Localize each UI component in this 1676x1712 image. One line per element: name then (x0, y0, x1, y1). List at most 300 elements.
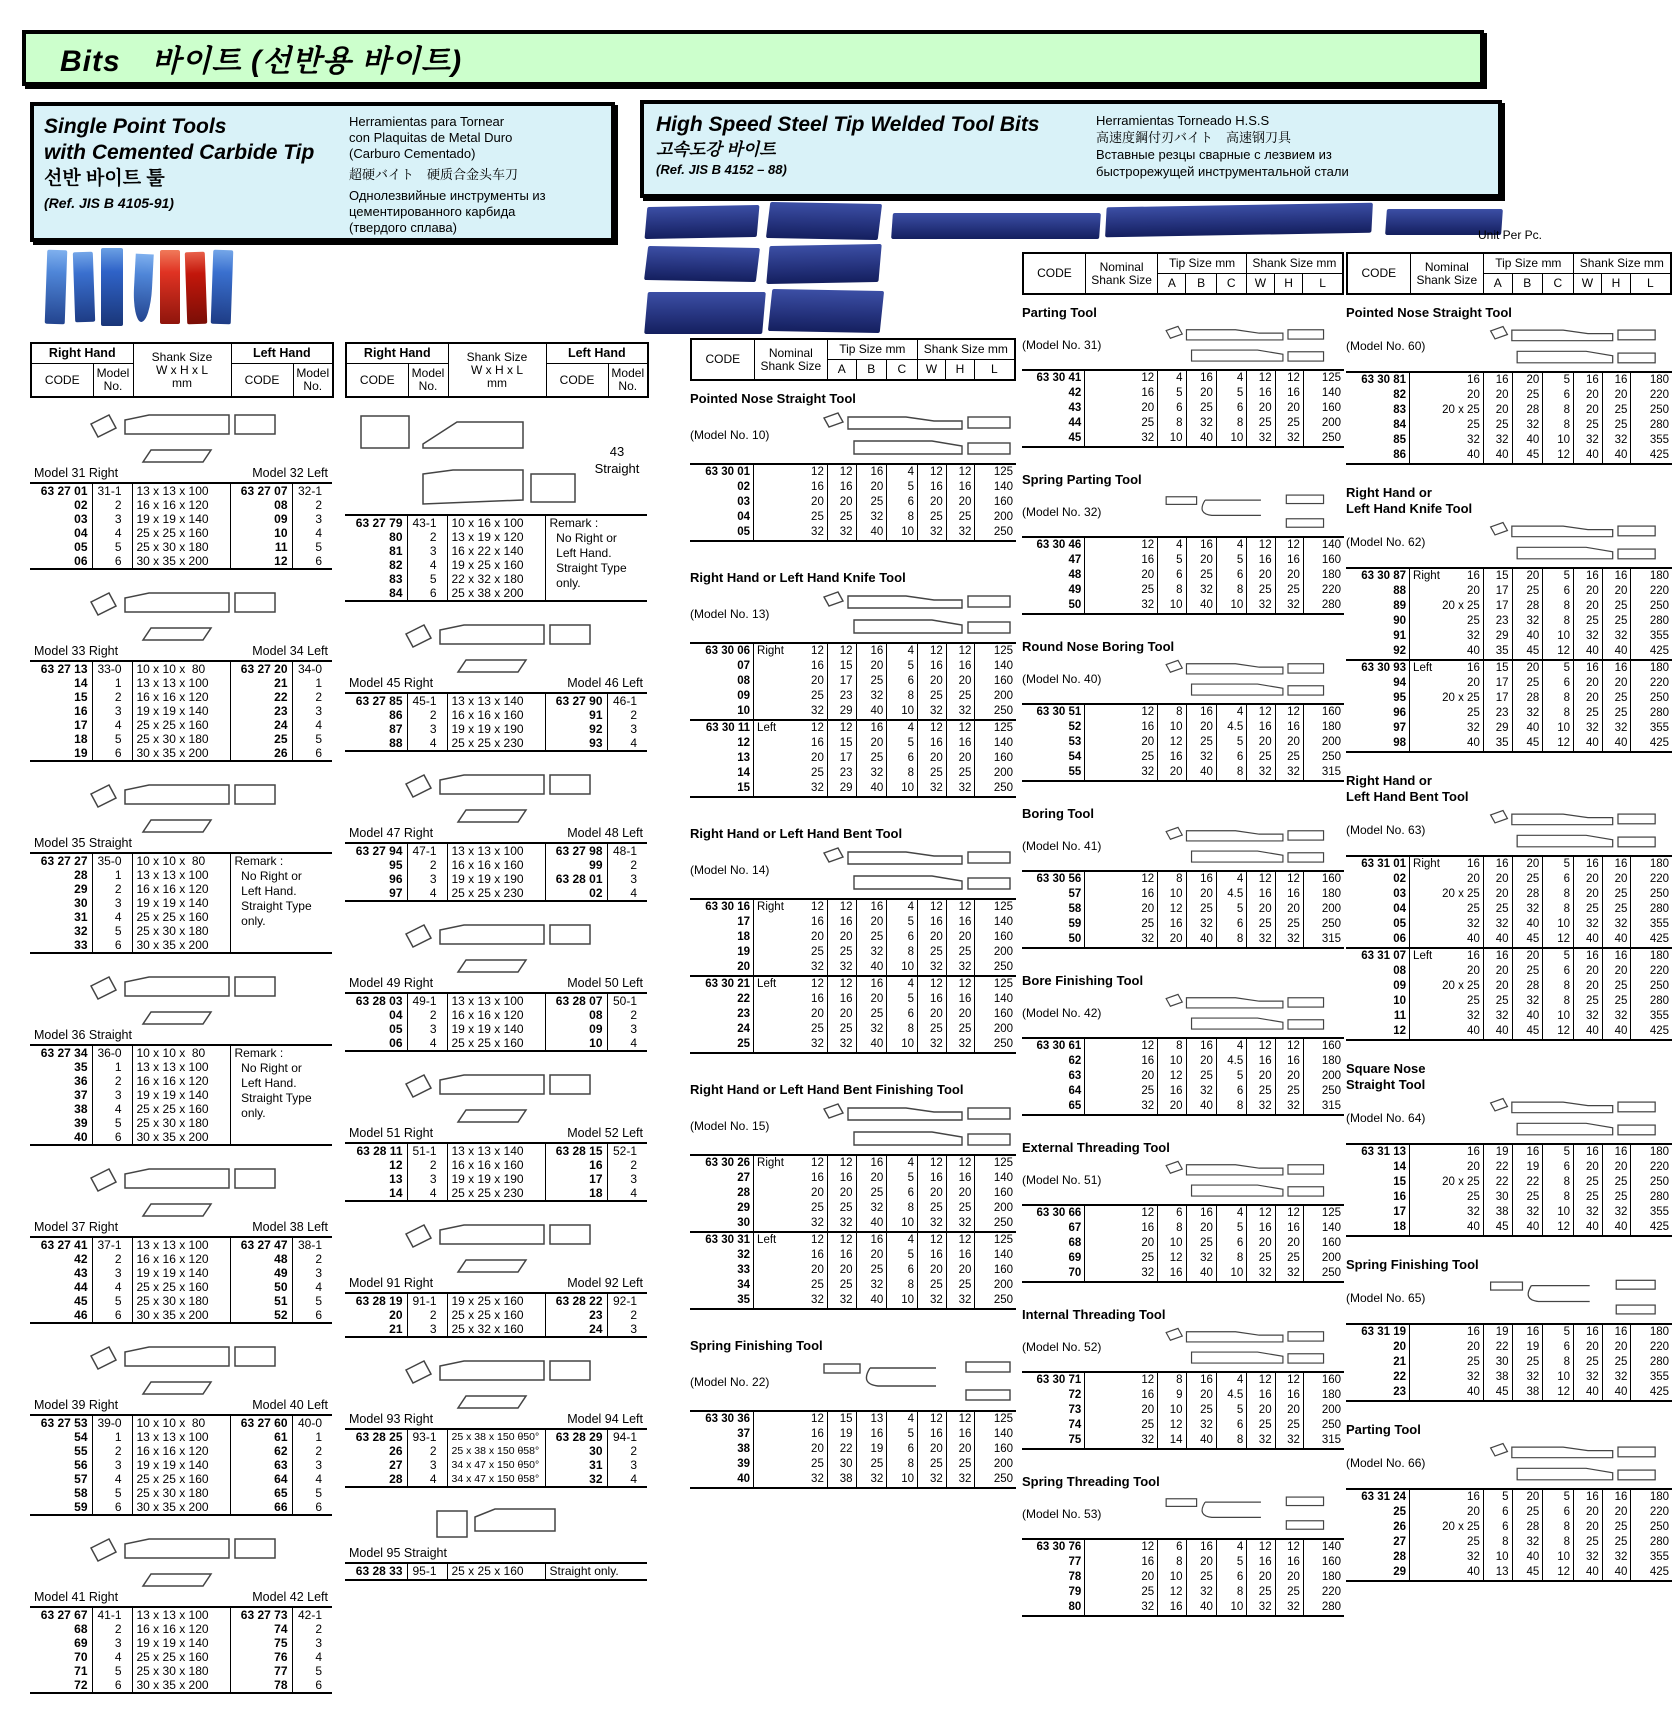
table-row (690, 674, 1016, 689)
model-titles (30, 644, 332, 658)
shank-w-cell: 16 (1574, 1489, 1603, 1505)
tip-c-cell: 6 (887, 1263, 918, 1278)
tip-c-cell: 8 (1543, 1355, 1574, 1370)
nominal-cell (1410, 629, 1484, 644)
tip-a-cell: 23 (827, 689, 856, 704)
code-cell: 02 (737, 481, 751, 493)
nominal-number: 16 (811, 1172, 824, 1184)
nominal-value (757, 1171, 824, 1186)
tip-a-cell: 32 (827, 1216, 856, 1232)
right-model-cell: 4 (92, 910, 132, 924)
tip-b-cell: 25 (856, 751, 887, 766)
code-cell: 05 (1393, 918, 1407, 930)
tool-title: Boring Tool (1022, 806, 1094, 821)
right-code-cell: 71 (74, 1664, 88, 1678)
right-model-cell: 1 (92, 1060, 132, 1074)
shank-w-cell: 32 (918, 960, 947, 976)
tool-drawing (806, 409, 1016, 461)
tip-b-cell: 32 (1512, 1370, 1543, 1385)
spec-table (1346, 371, 1672, 465)
table-row (1346, 979, 1672, 994)
tip-b-cell: 19 (856, 1442, 887, 1457)
nominal-cell (1410, 1550, 1484, 1565)
shank-h-cell: 40 (1602, 1565, 1631, 1581)
shank-l-cell: 220 (1631, 676, 1672, 691)
shank-h-cell: 20 (1602, 388, 1631, 403)
right-code-cell: 30 (74, 896, 88, 910)
nominal-shank-header: Nominal Shank Size (754, 339, 827, 380)
tip-a-cell: 40 (1483, 448, 1512, 464)
table-row (345, 1472, 647, 1487)
shank-l-cell: 160 (975, 1442, 1016, 1457)
nominal-cell (754, 976, 828, 992)
right-model-cell: 3 (92, 1266, 132, 1280)
table-row (1022, 1221, 1344, 1236)
nominal-number: 32 (1467, 1010, 1480, 1022)
tip-b-cell: 19 (1512, 1340, 1543, 1355)
table-row (30, 512, 332, 526)
tip-c-cell: 8 (1216, 765, 1246, 781)
shank-size-cell: 19 x 19 x 140 (132, 1088, 230, 1102)
hss-title-korean: 고속도강 바이트 (656, 140, 776, 159)
shank-size-cell: 16 x 16 x 120 (132, 1074, 230, 1088)
shank-w-cell: 32 (1247, 1266, 1275, 1282)
shank-l-cell: 250 (1303, 1266, 1344, 1282)
table-row (690, 1427, 1016, 1442)
nominal-value (1088, 735, 1154, 750)
shank-size-table (345, 1428, 647, 1488)
nominal-number: 20 x 25 (1442, 1521, 1480, 1533)
nominal-value (1088, 1084, 1154, 1099)
left-model-cell: 6 (292, 746, 332, 761)
shank-l-cell: 125 (1303, 1205, 1344, 1221)
table-row (1022, 431, 1344, 447)
shank-l-cell: 140 (975, 736, 1016, 751)
shank-w-cell: 25 (918, 689, 947, 704)
right-code-cell: 02 (74, 498, 88, 512)
nominal-value (1413, 614, 1480, 629)
nominal-number: 16 (1141, 387, 1155, 399)
right-model-cell: 4 (407, 1472, 447, 1487)
shank-h-cell: 20 (1602, 964, 1631, 979)
shank-l-cell: 425 (1631, 932, 1672, 948)
code-cell: 63 30 71 (1036, 1374, 1082, 1386)
nominal-value (1413, 1220, 1480, 1235)
code-cell: 17 (1393, 1206, 1407, 1218)
shank-w-cell: 40 (1574, 1385, 1603, 1401)
right-code-cell: 63 27 13 (40, 662, 88, 676)
left-code-cell: 63 (230, 1458, 292, 1472)
tool-title: Right Hand or Left Hand Bent Tool (1346, 773, 1469, 804)
tip-a-cell: 8 (1158, 583, 1186, 598)
carbide-table-block (30, 1532, 332, 1694)
spec-table (1346, 1143, 1672, 1237)
right-model-cell: 4 (407, 1036, 447, 1051)
shank-l-cell: 125 (1303, 370, 1344, 386)
code-cell: 70 (1068, 1267, 1082, 1279)
tip-a-cell: 16 (827, 480, 856, 495)
shank-size-table (345, 692, 647, 752)
tip-b-cell: 45 (1512, 448, 1543, 464)
tip-b-cell: 32 (856, 1472, 887, 1488)
shank-l-cell: 250 (1303, 431, 1344, 447)
nominal-cell (1410, 994, 1484, 1009)
tip-a-cell: 25 (827, 1278, 856, 1293)
tool-drawing (30, 778, 332, 834)
shank-h-cell: 20 (946, 1442, 975, 1457)
nominal-number: 16 (1141, 1389, 1155, 1401)
hand-group (1022, 704, 1344, 781)
right-code-cell: 20 (389, 1308, 403, 1322)
tool-drawing (345, 1068, 647, 1124)
model-drawing-row (1022, 490, 1344, 534)
shank-h-cell: 12 (1275, 1205, 1303, 1221)
nominal-number: 32 (811, 1294, 824, 1306)
tip-a-cell: 15 (1483, 660, 1512, 676)
nominal-value (1088, 401, 1154, 416)
shank-size-cell: 10 x 10 x 80 (132, 1045, 230, 1060)
model-titles (345, 1276, 647, 1290)
code-cell: 49 (1068, 584, 1082, 596)
tip-b-cell: 16 (1512, 1144, 1543, 1160)
table-row (690, 1457, 1016, 1472)
shank-size-cell: 13 x 13 x 140 (447, 1143, 545, 1158)
nominal-cell (1085, 1251, 1158, 1266)
tip-a-cell: 35 (1483, 644, 1512, 660)
nominal-value (1413, 887, 1480, 902)
right-code-cell: 63 28 33 (355, 1564, 403, 1578)
code-cell: 12 (737, 737, 751, 749)
left-code-cell: 49 (230, 1266, 292, 1280)
left-model-cell: 2 (292, 1622, 332, 1636)
nominal-value (1088, 598, 1154, 613)
shank-size-cell: 34 x 47 x 150 θ58° (447, 1472, 545, 1487)
hand-group (1346, 1144, 1672, 1236)
shank-w-cell: 20 (1574, 1340, 1603, 1355)
table-row (1346, 1370, 1672, 1385)
right-code-cell: 28 (74, 868, 88, 882)
nominal-number: 25 (1141, 751, 1155, 763)
tip-a-cell: 15 (827, 1411, 856, 1427)
tip-a-cell: 15 (1483, 568, 1512, 584)
shank-w-cell: 16 (1574, 1144, 1603, 1160)
shank-h-cell: 25 (1275, 1084, 1303, 1099)
tip-b-cell: 32 (856, 1201, 887, 1216)
shank-l-cell: 425 (1631, 1024, 1672, 1040)
left-model-cell: 2 (292, 1444, 332, 1458)
table-row (690, 1472, 1016, 1488)
table-row (345, 858, 647, 872)
shank-w-cell: 32 (1574, 433, 1603, 448)
right-model-cell: 6 (92, 554, 132, 569)
nominal-number: 25 (1467, 995, 1480, 1007)
tip-b-cell: 20 (1512, 948, 1543, 964)
shank-l-cell: 125 (975, 1411, 1016, 1427)
shank-w-cell: 12 (918, 1232, 947, 1248)
model-drawing-row (1346, 1440, 1672, 1486)
table-row (1346, 736, 1672, 752)
table-row (1346, 691, 1672, 706)
table-row (1346, 706, 1672, 721)
hss-es: Herramientas Torneado H.S.S (1096, 113, 1270, 128)
shank-size-cell: 25 x 25 x 160 (132, 1650, 230, 1664)
shank-h-cell: 40 (1602, 1220, 1631, 1236)
nominal-cell (754, 1411, 828, 1427)
code-cell: 11 (1393, 1010, 1407, 1022)
tip-c-cell: 8 (1543, 614, 1574, 629)
nominal-number: 16 (811, 1249, 824, 1261)
nominal-value (757, 674, 824, 689)
shank-l-cell: 180 (1631, 856, 1672, 872)
tip-a-cell: 15 (827, 736, 856, 751)
shank-size-cell: 16 x 16 x 120 (132, 1444, 230, 1458)
shank-h-cell: 12 (946, 464, 975, 480)
left-code-cell: 25 (230, 732, 292, 746)
tip-a-cell: 38 (1483, 1205, 1512, 1220)
shank-h-cell: 40 (1602, 1385, 1631, 1401)
tip-a-cell: 12 (1158, 1418, 1186, 1433)
table-row (1022, 1054, 1344, 1069)
code-cell: 44 (1068, 417, 1082, 429)
model-number-label: (Model No. 53) (1022, 1507, 1102, 1521)
table-row (690, 992, 1016, 1007)
tip-a-cell: 25 (827, 945, 856, 960)
tip-c-cell: 5 (1543, 568, 1574, 584)
shank-h-cell: 16 (946, 736, 975, 751)
shank-size-cell: 25 x 30 x 180 (132, 924, 230, 938)
left-model-title: Model 46 Left (567, 676, 643, 690)
shank-h-cell: 12 (946, 720, 975, 736)
nominal-number: 12 (1141, 539, 1155, 551)
table-row (30, 718, 332, 732)
shank-w-cell: 25 (1247, 1251, 1275, 1266)
carbide-title-line1: Single Point Tools (44, 115, 227, 138)
code-cell: 63 30 26 (705, 1157, 751, 1169)
code-cell: 63 30 31 (705, 1234, 751, 1246)
tool-title: External Threading Tool (1022, 1140, 1170, 1155)
tip-b-cell: 25 (856, 674, 887, 689)
carbide-table-block (345, 1504, 647, 1581)
tip-b-cell: 20 (856, 915, 887, 930)
nominal-value (1413, 964, 1480, 979)
table-row (30, 1252, 332, 1266)
tip-c-cell: 5 (1543, 372, 1574, 388)
code-cell: 97 (1393, 722, 1407, 734)
table-row (690, 689, 1016, 704)
tip-a-cell: 16 (1158, 917, 1186, 932)
shank-h-cell: 32 (1602, 1550, 1631, 1565)
shank-w-cell: 25 (918, 1201, 947, 1216)
code-cell: 27 (1393, 1536, 1407, 1548)
tip-b-cell: 32 (1186, 416, 1216, 431)
shank-h-cell: 12 (1275, 871, 1303, 887)
hand-group (690, 1232, 1016, 1309)
model-number-label: (Model No. 62) (1346, 535, 1426, 549)
nominal-cell (1085, 765, 1158, 781)
shank-l-cell: 280 (1631, 1190, 1672, 1205)
tip-a-cell: 20 (1158, 765, 1186, 781)
shank-w-cell: 40 (1574, 448, 1603, 464)
nominal-number: 32 (1467, 1206, 1480, 1218)
shank-w-cell: 25 (1574, 614, 1603, 629)
right-model-cell: 4 (407, 558, 447, 572)
left-code-cell: 63 28 29 (545, 1429, 607, 1444)
model-number-label: (Model No. 63) (1346, 823, 1426, 837)
shank-size-cell: 25 x 25 x 160 (447, 1036, 545, 1051)
left-model-title: Model 94 Left (567, 1412, 643, 1426)
table-row (1346, 629, 1672, 644)
model-drawing-row (1346, 519, 1672, 565)
left-code-cell: 77 (230, 1664, 292, 1678)
table-row (30, 1415, 332, 1430)
hss-tool-block (1022, 305, 1344, 448)
table-row (1346, 388, 1672, 403)
tip-b-cell: 32 (856, 689, 887, 704)
nominal-number: 25 (1141, 1586, 1155, 1598)
table-row (30, 1430, 332, 1444)
tip-c-cell: 10 (887, 781, 918, 797)
right-code-cell: 84 (389, 586, 403, 600)
table-row (1346, 1205, 1672, 1220)
shank-size-cell: 22 x 32 x 180 (447, 572, 545, 586)
tip-b-cell: 20 (1512, 856, 1543, 872)
code-cell: 25 (1393, 1506, 1407, 1518)
table-row (345, 1308, 647, 1322)
code-cell: 17 (737, 916, 751, 928)
table-row (30, 746, 332, 761)
shank-h-cell: 40 (1602, 644, 1631, 660)
nominal-cell (1085, 568, 1158, 583)
nominal-value (1088, 568, 1154, 583)
code-cell: 37 (737, 1428, 751, 1440)
right-code-cell: 70 (74, 1650, 88, 1664)
left-code-cell: 11 (230, 540, 292, 554)
tip-size-header: Tip Size mm (828, 339, 918, 360)
tip-a-cell: 16 (827, 915, 856, 930)
nominal-cell (1085, 1236, 1158, 1251)
shank-size-cell: 25 x 30 x 180 (132, 540, 230, 554)
nominal-cell (1410, 448, 1484, 464)
nominal-number: 16 (1141, 888, 1155, 900)
nominal-cell (754, 766, 828, 781)
nominal-number: 16 (1467, 1146, 1480, 1158)
left-model-cell: 4 (292, 1280, 332, 1294)
shank-w-cell: 20 (918, 1263, 947, 1278)
code-cell: 95 (1393, 692, 1407, 704)
nominal-cell (754, 1007, 828, 1022)
shank-h-cell: 16 (1602, 1489, 1631, 1505)
nominal-cell (1085, 902, 1158, 917)
tip-a-cell: 38 (827, 1472, 856, 1488)
carbide-jp: 超硬バイト 硬质合金头车刀 (349, 167, 519, 182)
tip-a-cell: 20 (1158, 932, 1186, 948)
shank-size-table (30, 660, 332, 762)
nominal-number: 20 (1467, 389, 1480, 401)
tip-b-cell: 16 (1186, 871, 1216, 887)
code-cell: 96 (1393, 707, 1407, 719)
hand-group (690, 643, 1016, 720)
shank-h-cell: 16 (1602, 948, 1631, 964)
table-row (1346, 1355, 1672, 1370)
code-cell: 08 (1393, 965, 1407, 977)
nominal-value (757, 1186, 824, 1201)
tip-a-cell: 38 (1483, 1370, 1512, 1385)
table-row (1022, 416, 1344, 431)
table-row (1022, 553, 1344, 568)
shank-l-cell: 315 (1303, 1099, 1344, 1115)
nominal-number: 20 (811, 1264, 824, 1276)
tip-a-cell: 12 (1158, 902, 1186, 917)
table-row (1346, 403, 1672, 418)
right-code-cell: 35 (74, 1060, 88, 1074)
shank-w-cell: 25 (1247, 1418, 1275, 1433)
shank-l-cell: 160 (975, 930, 1016, 945)
carbide-title-line2: with Cemented Carbide Tip (44, 141, 315, 164)
shank-h-cell: 32 (1275, 932, 1303, 948)
right-code-cell: 15 (74, 690, 88, 704)
nominal-value (757, 1216, 824, 1231)
tool-bit-photo (132, 254, 154, 323)
shank-l-cell: 250 (1303, 1418, 1344, 1433)
tip-c-cell: 6 (1216, 1418, 1246, 1433)
shank-w-cell: 16 (1247, 1221, 1275, 1236)
right-model-cell: 4 (407, 886, 447, 901)
tip-b-cell: 20 (856, 659, 887, 674)
left-model-title: Model 32 Left (252, 466, 328, 480)
nominal-number: 20 (1467, 1506, 1480, 1518)
table-row (1022, 1570, 1344, 1585)
right-model-cell: 5 (92, 732, 132, 746)
table-row (690, 1201, 1016, 1216)
code-cell: 63 30 21 (705, 978, 751, 990)
shank-w-cell: 16 (1574, 948, 1603, 964)
nominal-value (757, 1442, 824, 1457)
shank-h-cell: 32 (946, 1216, 975, 1232)
tip-b-cell: 32 (1186, 1084, 1216, 1099)
model-titles (345, 1412, 647, 1426)
right-model-cell: 6 (92, 1130, 132, 1145)
hss-tool-block (1022, 1474, 1344, 1617)
code-cell: 15 (737, 782, 751, 794)
code-cell: 47 (1068, 554, 1082, 566)
shank-h-cell: 32 (1602, 721, 1631, 736)
left-code-cell: 23 (230, 704, 292, 718)
tip-a-cell: 12 (827, 643, 856, 659)
nominal-cell (1085, 598, 1158, 614)
table-row (690, 960, 1016, 976)
right-model-cell: 2 (407, 1308, 447, 1322)
shank-l-cell: 180 (1303, 1570, 1344, 1585)
shank-size-table (345, 1562, 647, 1581)
tip-c-cell: 6 (887, 930, 918, 945)
shank-l-cell: 180 (1303, 720, 1344, 735)
nominal-cell (1410, 660, 1484, 676)
tip-a-cell: 40 (1483, 932, 1512, 948)
carbide-table-block (345, 408, 647, 602)
right-code-cell: 63 27 67 (40, 1608, 88, 1622)
nominal-value (757, 1263, 824, 1278)
shank-w-cell: 32 (1247, 598, 1275, 614)
tip-c-cell: 5 (1216, 1221, 1246, 1236)
tip-b-cell: 45 (1512, 736, 1543, 752)
nominal-value (1413, 661, 1480, 676)
shank-h-cell: 32 (1602, 433, 1631, 448)
shank-w-cell: 25 (1247, 1585, 1275, 1600)
model-number-label: (Model No. 10) (690, 428, 770, 442)
tip-c-cell: 12 (1543, 1385, 1574, 1401)
nominal-cell (1410, 1220, 1484, 1236)
tip-a-cell: 20 (827, 1263, 856, 1278)
